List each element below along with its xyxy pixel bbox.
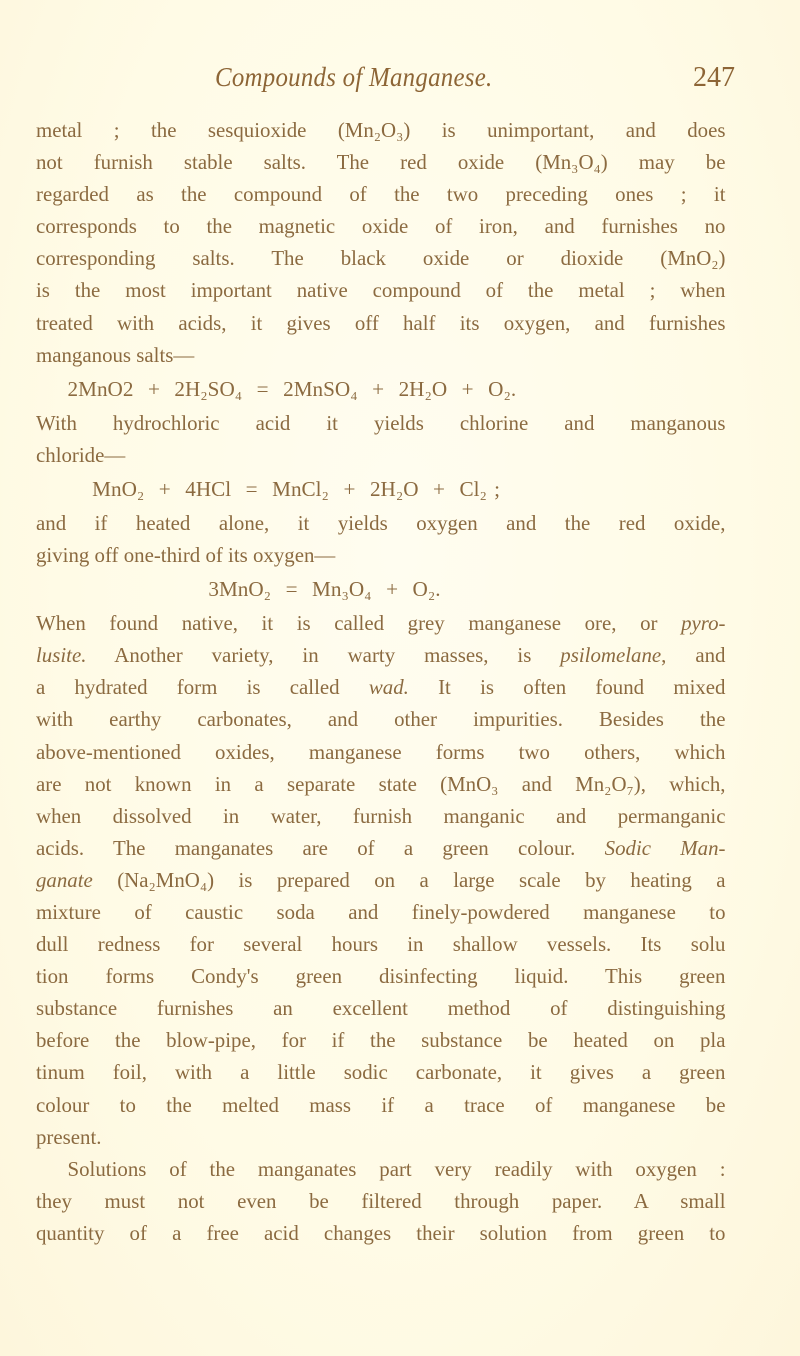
text-run: , and xyxy=(661,643,726,668)
text-line: is the most important native compound of the metal ; when xyxy=(36,278,726,303)
text-line: above-mentioned oxides, manganese forms two others, which xyxy=(36,739,726,764)
equation-red-oxide: 3MnO₂ = Mn₃O₄ + O₂. xyxy=(208,577,441,602)
equation-manganese-sulfate: 2MnO2 + 2H₂SO₄ = 2MnSO₄ + 2H₂O + O₂. xyxy=(67,376,517,401)
text-line xyxy=(36,864,726,896)
text-line: not furnish stable salts. The red oxide (Mn₃O₄) may be xyxy=(36,150,726,175)
text-run: Another variety, in warty masses, is xyxy=(86,643,561,668)
text-run: acids. The manganates are of a green colour. xyxy=(36,835,605,860)
text-line: present. xyxy=(36,1124,102,1149)
text-line xyxy=(36,832,726,864)
running-head xyxy=(36,62,736,102)
page-number: 247 xyxy=(693,62,735,93)
text-line: tion forms Condy's green disinfecting liquid. This green xyxy=(36,964,726,989)
text-line: corresponds to the magnetic oxide of iron, and furnishes no xyxy=(36,214,726,239)
mineral-name-pyrolusite-cont: lusite. xyxy=(36,643,87,668)
body-text xyxy=(36,114,726,1249)
running-title: Compounds of Manganese. xyxy=(215,62,493,92)
text-line: with earthy carbonates, and other impurities. Besides the xyxy=(36,707,726,732)
text-run: (Na₂MnO₄) is prepared on a large scale by heating a xyxy=(92,867,726,892)
text-line xyxy=(36,639,726,671)
text-line: corresponding salts. The black oxide or dioxide (MnO₂) xyxy=(36,246,726,271)
text-line: giving off one-third of its oxygen— xyxy=(36,543,336,568)
text-line: are not known in a separate state (MnO₃ and Mn₂O₇), which, xyxy=(36,771,726,796)
mineral-name-wad: wad. xyxy=(368,675,409,700)
text-line: substance furnishes an excellent method of distinguishing xyxy=(36,996,726,1021)
text-line: With hydrochloric acid it yields chlorine and manganous xyxy=(36,410,726,435)
text-line: they must not even be filtered through paper. A small xyxy=(36,1188,726,1213)
compound-name-sodic-manganate: Sodic Man- xyxy=(604,835,726,860)
compound-name-sodic-manganate-cont: ganate xyxy=(36,867,93,892)
text-line: before the blow-pipe, for if the substance be heated on pla xyxy=(36,1028,726,1053)
text-line: when dissolved in water, furnish manganic and permanganic xyxy=(36,803,726,828)
text-line: quantity of a free acid changes their solution from green to xyxy=(36,1220,726,1245)
text-line: dull redness for several hours in shallow vessels. Its solu xyxy=(36,932,726,957)
mineral-name-pyrolusite: pyro- xyxy=(681,611,726,636)
text-line xyxy=(36,671,726,703)
text-line: metal ; the sesquioxide (Mn₂O₃) is unimportant, and does xyxy=(36,118,726,142)
text-line: chloride— xyxy=(36,442,126,467)
text-line: Solutions of the manganates part very readily with oxygen : xyxy=(67,1156,726,1181)
text-line: regarded as the compound of the two preceding ones ; it xyxy=(36,182,726,207)
equation-manganese-chloride: MnO₂ + 4HCl = MnCl₂ + 2H₂O + Cl₂ ; xyxy=(92,476,501,501)
text-line: tinum foil, with a little sodic carbonate, it gives a green xyxy=(36,1060,726,1085)
text-line: treated with acids, it gives off half its oxygen, and furnishes xyxy=(36,310,726,335)
text-line xyxy=(36,607,726,639)
text-line: and if heated alone, it yields oxygen and the red oxide, xyxy=(36,510,726,535)
text-run: a hydrated form is called xyxy=(36,675,369,700)
text-run: It is often found mixed xyxy=(408,675,726,700)
mineral-name-psilomelane: psilomelane xyxy=(560,643,662,668)
text-line: manganous salts— xyxy=(36,342,195,367)
text-run: When found native, it is called grey manganese ore, or xyxy=(36,611,682,636)
text-line: mixture of caustic soda and finely-powdered manganese to xyxy=(36,899,726,924)
text-line: colour to the melted mass if a trace of manganese be xyxy=(36,1092,726,1117)
